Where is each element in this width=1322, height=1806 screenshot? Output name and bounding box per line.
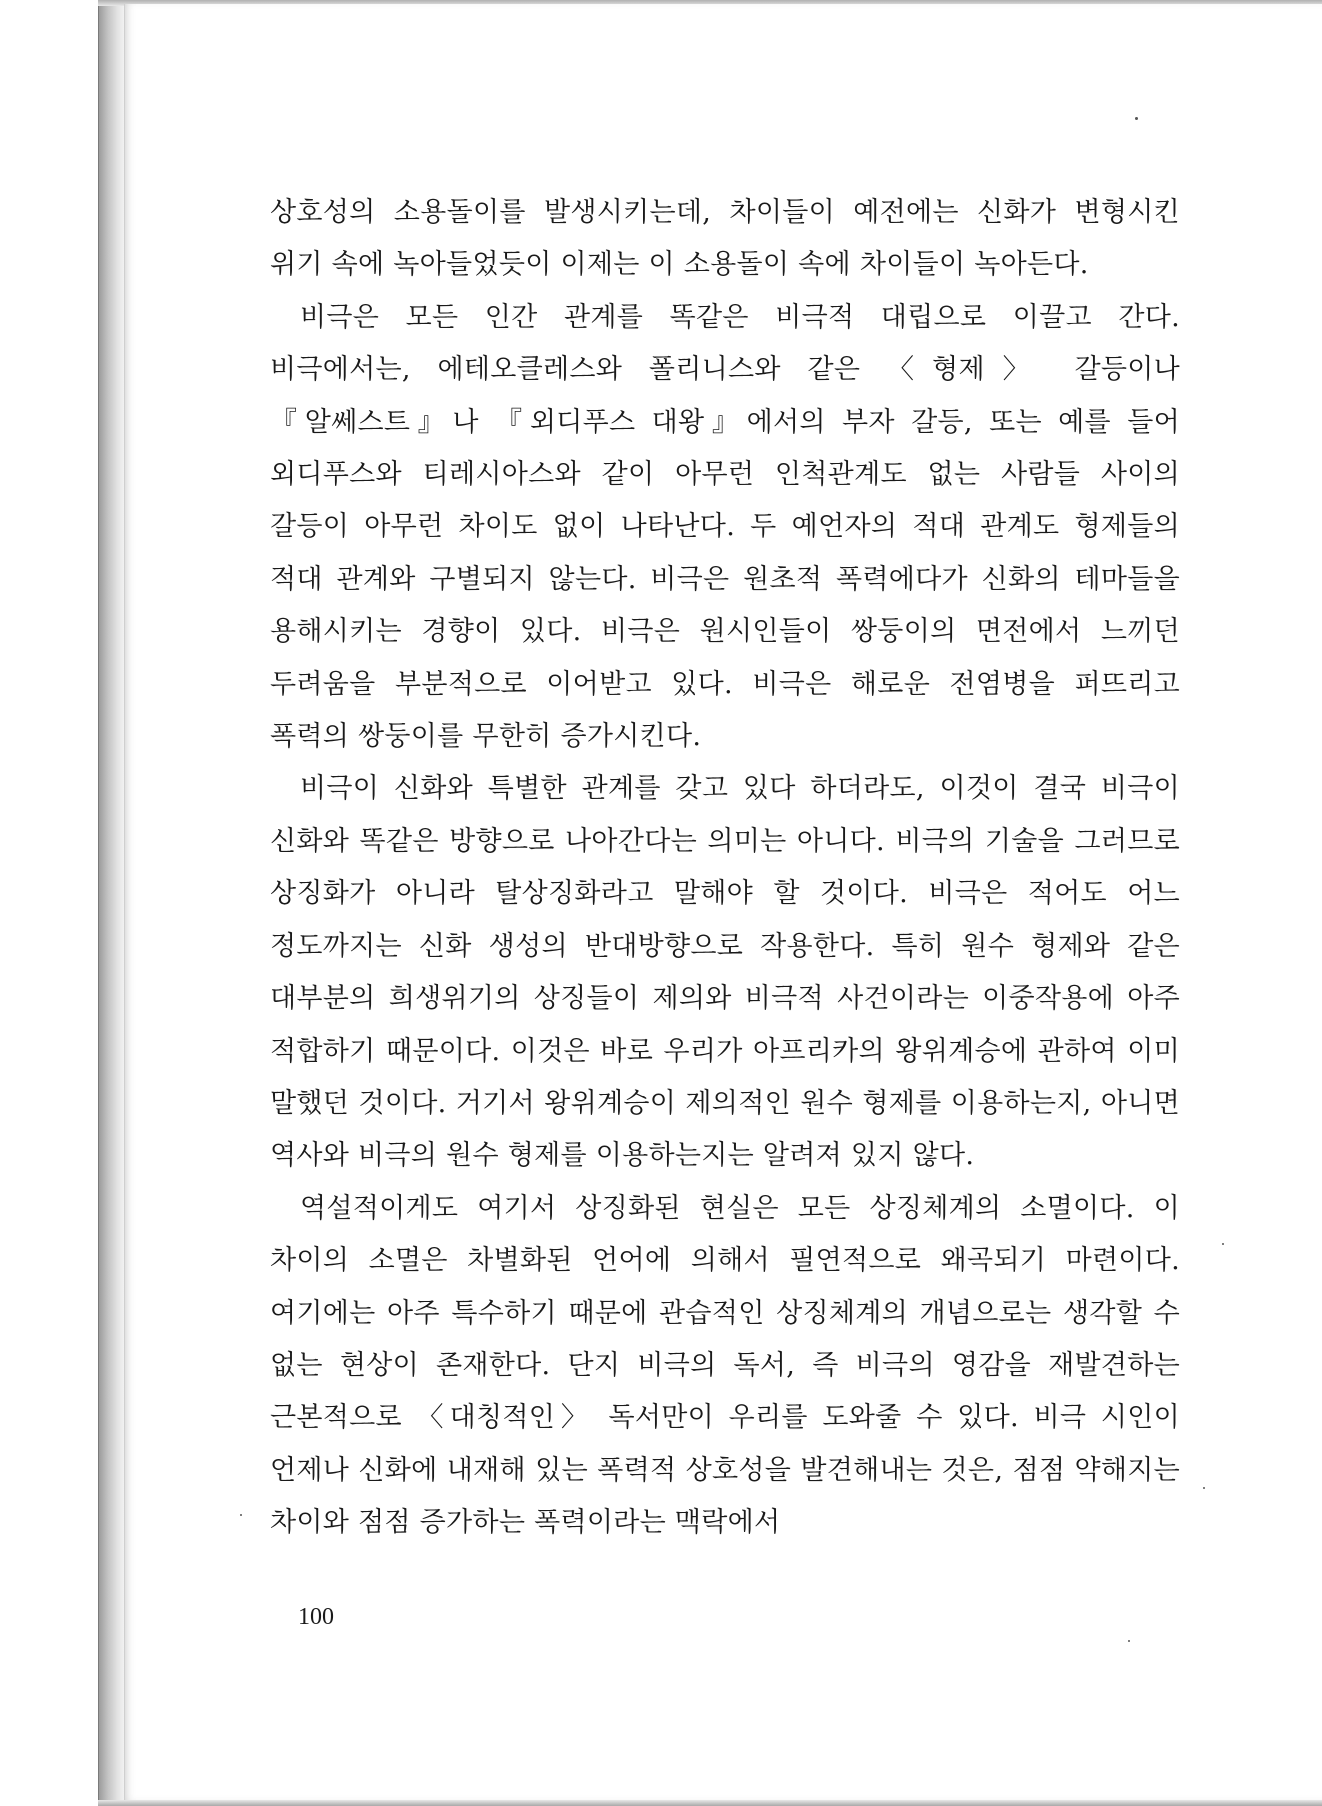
paragraph: 비극은 모든 인간 관계를 똑같은 비극적 대립으로 이끌고 간다. 비극에서는, 에테오클레스와 폴리니스와 같은 〈형제〉 갈등이나 『알쎄스트』나 『외디푸스 대왕』에서의 부자 갈등, 또는 예를 들어 외디푸스와 티레시아스와 같이 아무런 인척관계도 없는 사람들 사이의 갈등이 아무런 차이도 없이 나타난다. 두 예언자의 적대 관계도 형제들의 적대 관계와 구별되지 않는다. 비극은 원초적 폭력에다가 신화의 테마들을 용해시키는 경향이 있다. 비극은 원시인들이 쌍둥이의 면전에서 느끼던 두려움을 부분적으로 이어받고 있다. 비극은 해로운 전염병을 퍼뜨리고 폭력의 쌍둥이를 무한히 증가시킨다. bbox=[270, 301, 1180, 753]
scan-speck bbox=[240, 1514, 242, 1516]
paragraph: 상호성의 소용돌이를 발생시키는데, 차이들이 예전에는 신화가 변형시킨 위기 속에 녹아들었듯이 이제는 이 소용돌이 속에 차이들이 녹아든다. bbox=[270, 197, 1180, 281]
paragraph: 역설적이게도 여기서 상징화된 현실은 모든 상징체계의 소멸이다. 이 차이의 소멸은 차별화된 언어에 의해서 필연적으로 왜곡되기 마련이다. 여기에는 아주 특수하기 때문에 관습적인 상징체계의 개념으로는 생각할 수 없는 현상이 존재한다. 단지 비극의 독서, 즉 비극의 영감을 재발견하는 근본적으로 〈대칭적인〉 독서만이 우리를 도와줄 수 있다. 비극 시인이 언제나 신화에 내재해 있는 폭력적 상호성을 발견해내는 것은, 점점 약해지는 차이와 점점 증가하는 폭력이라는 맥락에서 bbox=[270, 1192, 1180, 1539]
scan-speck bbox=[1135, 117, 1138, 120]
body-text bbox=[270, 187, 1180, 1550]
scan-speck bbox=[1128, 1640, 1130, 1642]
paragraph: 비극이 신화와 특별한 관계를 갖고 있다 하더라도, 이것이 결국 비극이 신화와 똑같은 방향으로 나아간다는 의미는 아니다. 비극의 기술을 그러므로 상징화가 아니라 탈상징화라고 말해야 할 것이다. 비극은 적어도 어느 정도까지는 신화 생성의 반대방향으로 작용한다. 특히 원수 형제와 같은 대부분의 희생위기의 상징들이 제의와 비극적 사건이라는 이중작용에 아주 적합하기 때문이다. 이것은 바로 우리가 아프리카의 왕위계승에 관하여 이미 말했던 것이다. 거기서 왕위계승이 제의적인 원수 형제를 이용하는지, 아니면 역사와 비극의 원수 형제를 이용하는지는 알려져 있지 않다. bbox=[270, 773, 1180, 1172]
scan-speck bbox=[1203, 1487, 1205, 1489]
page-number: 100 bbox=[298, 1604, 334, 1630]
scan-speck bbox=[1222, 1243, 1224, 1245]
book-bottom-edge bbox=[98, 1800, 1322, 1806]
book-spine bbox=[98, 6, 125, 1800]
